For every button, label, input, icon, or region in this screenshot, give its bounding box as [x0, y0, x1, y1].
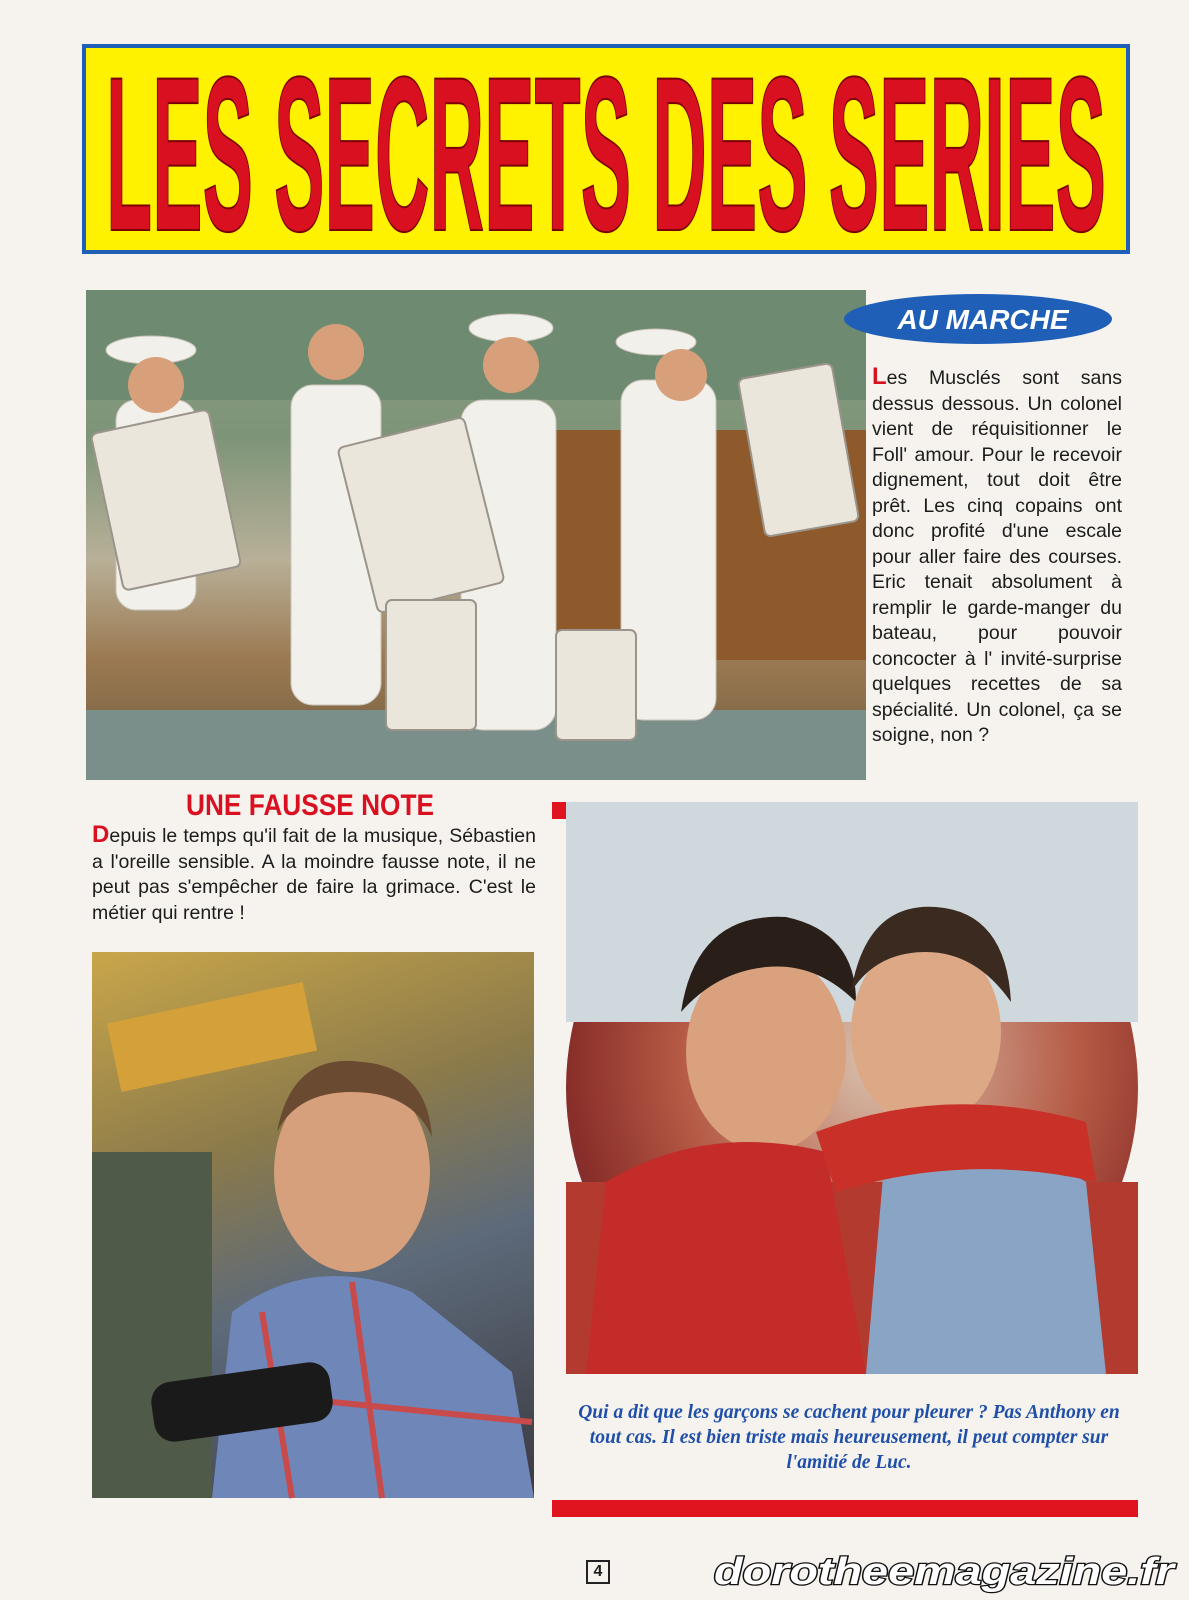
- section-heading-au-marche: [843, 293, 1113, 345]
- title-banner: [82, 31, 1130, 277]
- svg-text:UNE FAUSSE NOTE: UNE FAUSSE NOTE: [186, 789, 434, 822]
- photo-sailors-shopping: [86, 290, 866, 780]
- article-au-marche: [872, 364, 1122, 749]
- article-body: es Musclés sont sans dessus dessous. Un colonel vient de réquisitionner le Foll' amour. Pour le recevoir dignement, tout doit être prêt. Les cinq copains ont donc profité d'une escale pour aller faire des courses. Eric tenait absolument à remplir le garde-manger du bateau, pour pouvoir concocter à l' invité-surprise quelques recettes de sa spécialité. Un colonel, ça se soigne, non ?: [872, 367, 1122, 746]
- svg-text:dorotheemagazine.fr: dorotheemagazine.fr: [714, 1551, 1177, 1593]
- divider-rule: [552, 1500, 1138, 1517]
- svg-text:AU MARCHE: AU MARCHE: [897, 304, 1069, 335]
- section-heading-une-fausse-note: [180, 786, 440, 822]
- article-une-fausse-note: [92, 822, 536, 926]
- svg-text:LES SECRETS DES SERIES: LES SECRETS DES SERIES: [106, 31, 1106, 277]
- dropcap: D: [92, 821, 110, 848]
- photo-grimacing-musician: [92, 952, 534, 1498]
- article-body: epuis le temps qu'il fait de la musique, Sébastien a l'oreille sensible. A la moindre fausse note, il ne peut pas s'empêcher de faire la grimace. C'est le métier qui rentre !: [92, 825, 536, 924]
- watermark: [712, 1550, 1182, 1594]
- page-number: 4: [586, 1560, 610, 1584]
- dropcap: L: [872, 363, 887, 390]
- page-title: [86, 31, 1126, 277]
- photo-two-friends-circle: [566, 802, 1138, 1374]
- photo-caption: Qui a dit que les garçons se cachent pour pleurer ? Pas Anthony en tout cas. Il est bien triste mais heureusement, il peut compter sur l'amitié de Luc.: [578, 1402, 1120, 1473]
